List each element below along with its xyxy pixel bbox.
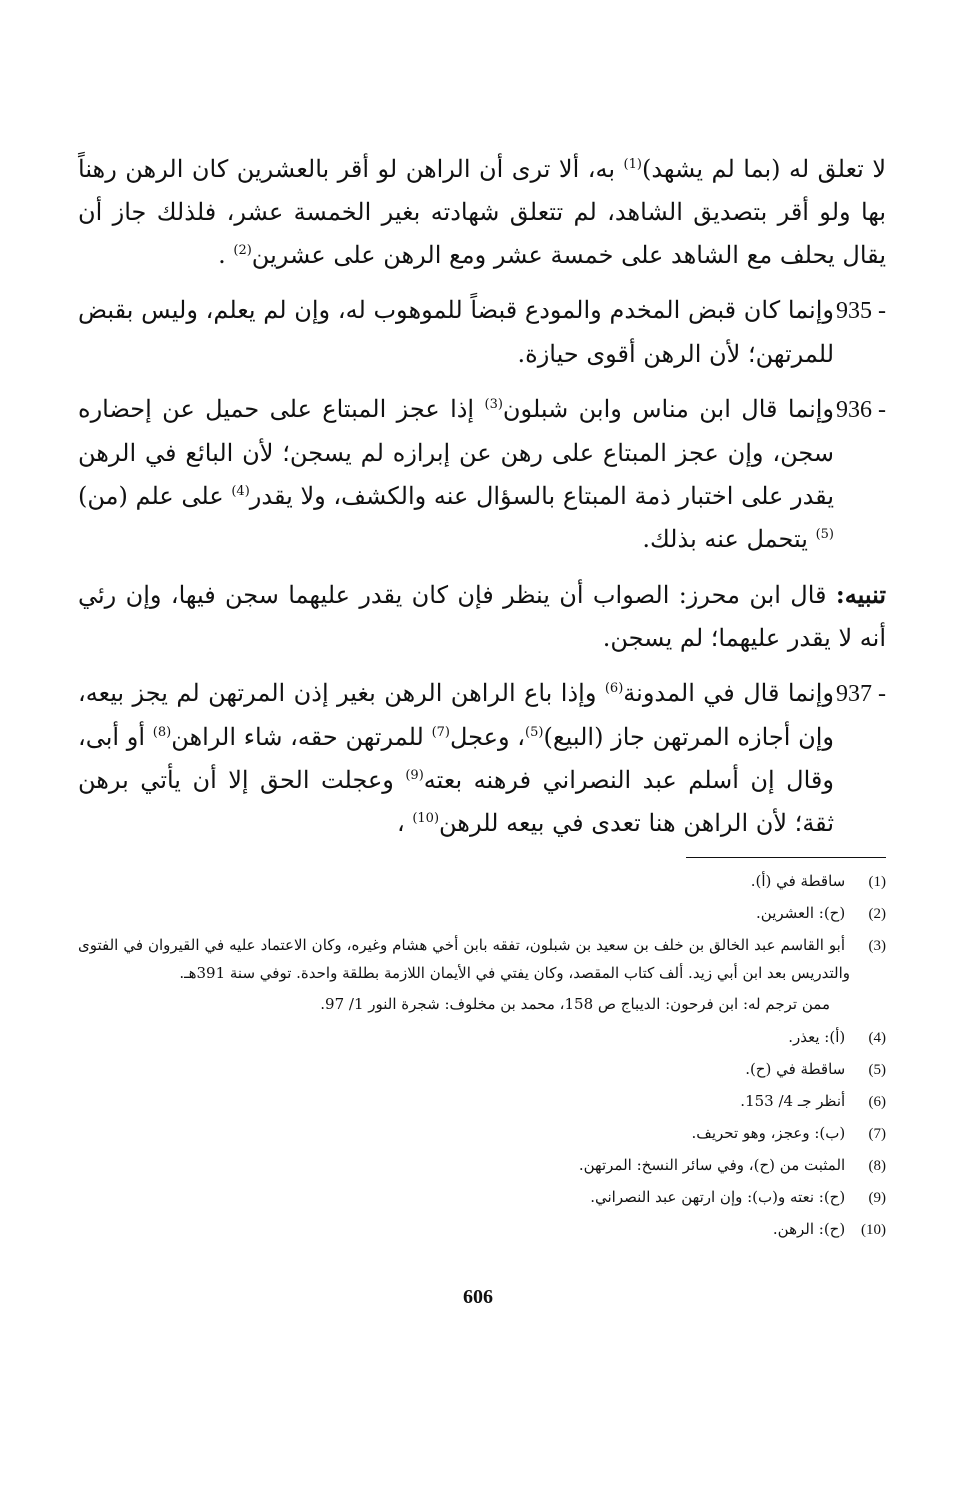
paragraph-number: 937 -: [836, 681, 886, 707]
footnote-item: [78, 932, 886, 987]
footnote-item: [78, 900, 886, 928]
footnote-number: (4): [868, 1030, 886, 1046]
paragraph-tanbih: [78, 573, 886, 660]
page-body: [78, 148, 886, 1248]
footnote-number: (1): [868, 874, 886, 890]
page-number: 606: [463, 1286, 493, 1308]
paragraph-intro: [78, 148, 886, 277]
text-run: إذا عجز المبتاع على حميل عن إحضاره سجن، وإن عجز المبتاع على رهن عن إبرازه لم يسجن؛ لأن البائع في الرهن يقدر على اختبار ذمة المبتاع بالسؤال عنه والكشف، ولا يقدر: [78, 395, 835, 510]
footnote-ref[interactable]: (3): [484, 397, 503, 412]
text-run: يتحمل عنه بذلك.: [642, 525, 816, 553]
text-run: قال ابن محرز: الصواب أن ينظر فإن كان يقدر عليهما سجن فيها، وإن رئي أنه لا يقدر عليهما؛ لم يسجن.: [78, 581, 886, 652]
footnote-number: (7): [868, 1126, 886, 1142]
footnote-text: ساقطة في (أ).: [750, 872, 846, 890]
footnote-number: (9): [868, 1190, 886, 1206]
footnotes: [78, 868, 886, 1244]
footnote-text: (ح): الرهن.: [772, 1220, 846, 1238]
footnote-ref[interactable]: (1): [623, 157, 642, 172]
paragraph-number: 935 -: [836, 298, 886, 324]
footnote-divider: [686, 857, 886, 858]
footnote-text: (أ): يعذر.: [788, 1028, 846, 1046]
footnote-ref[interactable]: (8): [152, 725, 172, 740]
paragraph-936: [78, 388, 886, 561]
footnote-item: [78, 1088, 886, 1116]
footnote-ref[interactable]: (5): [815, 527, 834, 542]
text-run: أو أبى، وقال إن أسلم عبد النصراني فرهنه بعته: [78, 723, 834, 794]
footnote-continuation: [78, 991, 886, 1018]
footnote-ref[interactable]: (2): [233, 243, 252, 258]
text-run: وإنما قال ابن مناس وابن شبلون: [502, 395, 835, 423]
tanbih-label: تنبيه:: [835, 580, 886, 609]
text-run: وإنما قال في المدونة: [623, 679, 834, 707]
text-run: لا تعلق له (بما لم يشهد): [641, 155, 887, 183]
footnote-ref[interactable]: (10): [412, 811, 440, 826]
text-run: للمرتهن حقه، شاء الراهن: [171, 723, 432, 751]
text-run: وإذا باع الراهن الرهن بغير إذن المرتهن لم يجز بيعه، وإن أجازه المرتهن جاز (البيع): [78, 679, 834, 751]
text-run: وإنما كان قبض المخدم والمودع قبضاً للموهوب له، وإن لم يعلم، وليس بقبض للمرتهن؛ لأن الرهن أقوى حيازة.: [78, 296, 834, 368]
footnote-text: ساقطة في (ح).: [745, 1060, 846, 1078]
text-run: ، وعجل: [450, 723, 526, 751]
footnote-number: (3): [868, 938, 886, 954]
paragraph-935: [78, 289, 886, 376]
footnote-number: (5): [868, 1062, 886, 1078]
text-run: به، ألا ترى أن الراهن لو أقر بالعشرين كان الرهن رهناً بها ولو أقر بتصديق الشاهد، لم تتعلق شهادته بغير الخمسة عشر، فلذلك جاز أن يقال يحلف مع الشاهد على خمسة عشر ومع الرهن على عشرين: [78, 155, 886, 269]
footnote-item: [78, 1152, 886, 1180]
footnote-number: (10): [861, 1222, 886, 1238]
footnote-ref[interactable]: (4): [231, 484, 250, 499]
footnote-text: (ح): نعته و(ب): وإن ارتهن عبد النصراني.: [590, 1188, 846, 1206]
footnote-text: (ح): العشرين.: [756, 904, 846, 922]
text-run: .: [218, 241, 234, 269]
footnote-ref[interactable]: (7): [431, 725, 450, 740]
footnote-ref[interactable]: (9): [405, 768, 424, 783]
footnote-item: [78, 1120, 886, 1148]
text-run: على علم (من): [78, 482, 232, 510]
text-run: ،: [396, 809, 413, 837]
footnote-item: [78, 1056, 886, 1084]
footnote-item: [78, 1024, 886, 1052]
footnote-number: (8): [868, 1158, 886, 1174]
footnote-ref[interactable]: (6): [604, 681, 624, 696]
footnote-text: المثبت من (ح)، وفي سائر النسخ: المرتهن.: [578, 1156, 846, 1174]
footnote-text: (ب): وعجز، وهو تحريف.: [691, 1124, 846, 1142]
footnote-number: (6): [868, 1094, 886, 1110]
footnote-ref[interactable]: (5): [525, 725, 544, 740]
footnote-text: أنظر جـ 4/ 153.: [740, 1092, 846, 1110]
footnote-text: أبو القاسم عبد الخالق بن خلف بن سعيد بن شبلون، تفقه بابن أخي هشام وغيره، وكان الاعتماد عليه في القيروان في الفتوى والتدريس بعد ابن أبي زيد. ألف كتاب المقصد، وكان يفتي في الأيمان اللازمة بطلقة واحدة. توفي سنة 391هـ.: [78, 936, 850, 982]
footnote-item: [78, 1184, 886, 1212]
footnote-number: (2): [868, 906, 886, 922]
paragraph-number: 936 -: [836, 397, 887, 423]
paragraph-937: [78, 672, 886, 845]
footnote-text: ممن ترجم له: ابن فرحون: الديباج ص 158، محمد بن مخلوف: شجرة النور 1/ 97.: [320, 995, 830, 1013]
text-run: وعجلت الحق إلا أن يأتي برهن ثقة؛ لأن الراهن هنا تعدى في بيعه للرهن: [78, 766, 834, 837]
footnote-item: [78, 868, 886, 896]
footnote-item: [78, 1216, 886, 1244]
